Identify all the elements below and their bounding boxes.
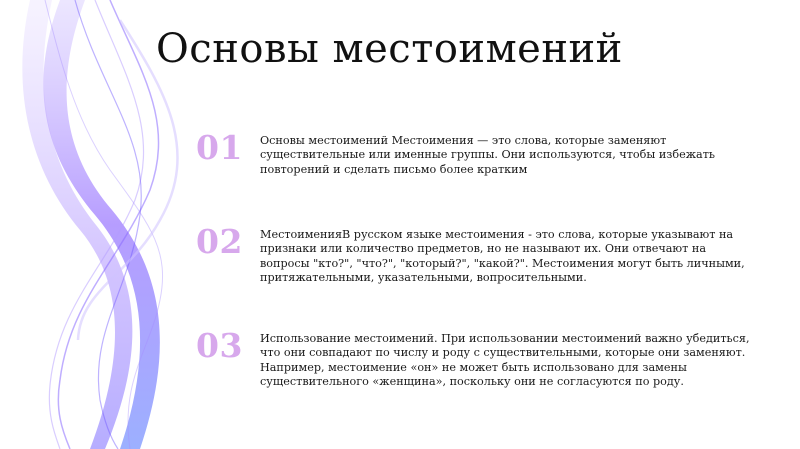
item-text: Использование местоимений. При использовании местоимений важно убедиться, что они совпадают по числу и роду с существительными, которые они заменяют. Например, местоимение «он» не может быть использовано для замены существительного «женщина», поскольку они не согласуются по роду. — [260, 332, 750, 389]
item-number: 02 — [196, 222, 243, 261]
item-number: 03 — [196, 326, 243, 365]
page-title: Основы местоимений — [156, 26, 623, 72]
item-text: МестоименияВ русском языке местоимения - это слова, которые указывают на признаки или количество предметов, но не называют их. Они отвечают на вопросы "кто?", "что?", "который?", "какой?". Местоимения могут быть личными, притяжательными, указательными, вопросительными. — [260, 228, 745, 285]
item-text: Основы местоимений Местоимения — это слова, которые заменяют существительные или именные группы. Они используются, чтобы избежать повторений и сделать письмо более кратким — [260, 134, 715, 176]
item-number: 01 — [196, 128, 243, 167]
